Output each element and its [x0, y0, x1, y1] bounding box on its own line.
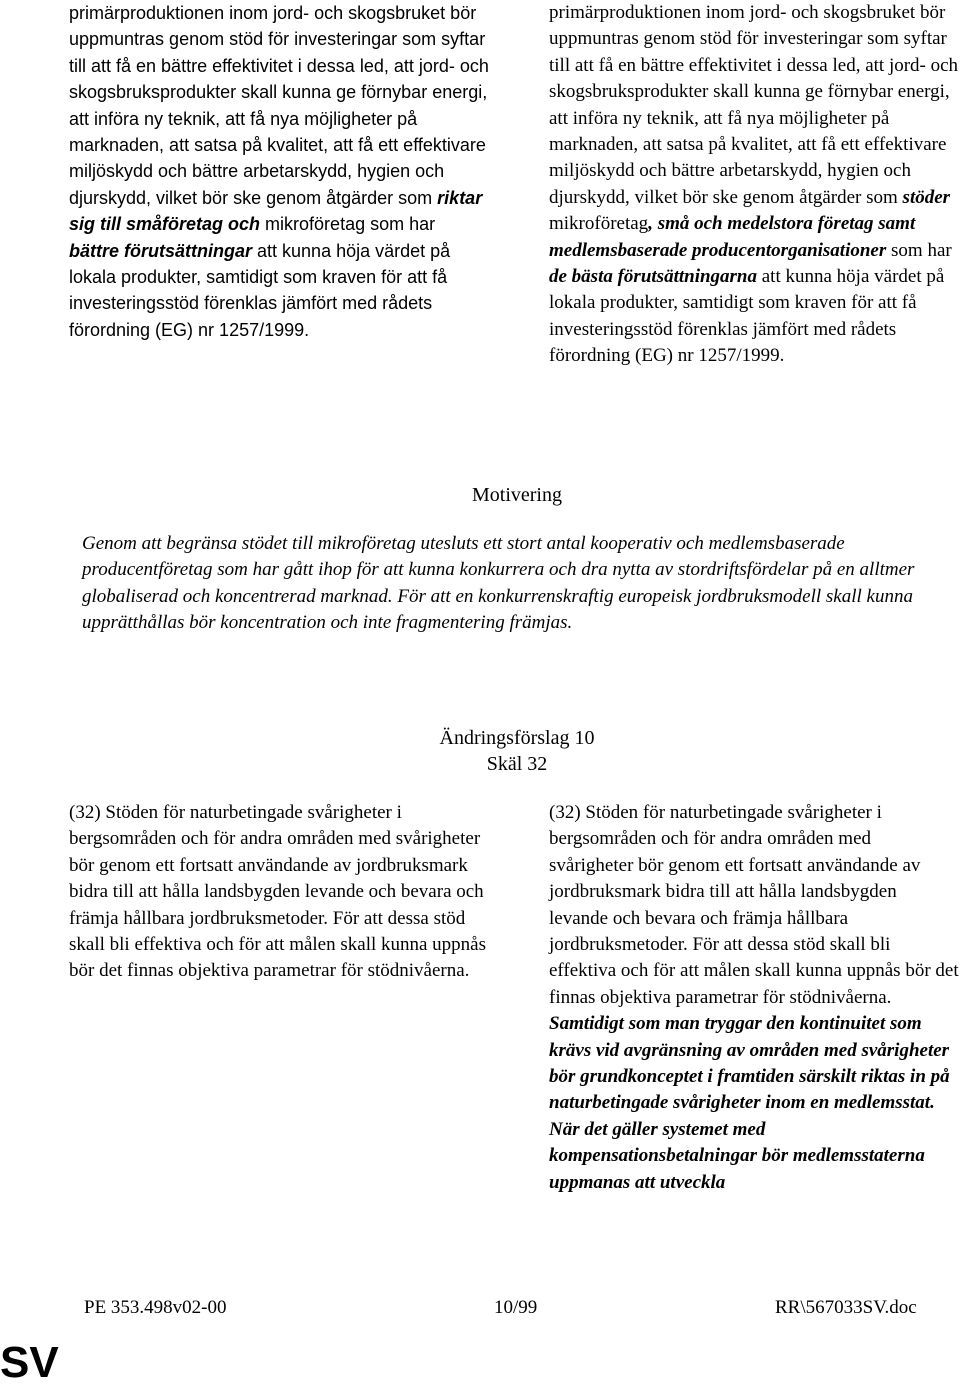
right-column-bottom — [549, 800, 960, 1196]
emphasis-run: de bästa förutsättningarna — [549, 266, 757, 288]
text-run: mikroföretag som har — [260, 214, 436, 235]
emphasis-run: stöder — [902, 186, 951, 208]
left-column-bottom — [69, 800, 489, 985]
right-column-top — [549, 0, 960, 370]
amendment-recital: Skäl 32 — [486, 753, 548, 775]
footer-report-ref: RR\567033SV.doc — [775, 1297, 917, 1318]
text-run: mikroföretag — [549, 213, 649, 235]
right-bottom-paragraph: (32) Stöden för naturbetingade svårigheter i bergsområden och för andra områden med svårigheter bör genom ett fortsatt användande av jordbruksmark bidra till att hålla landsbygden levande och bevara och främja hållbara jordbruksmetoder. För att dessa stöd skall bli effektiva och för att målen skall kunna uppnås bör det finnas objektiva parametrar för stödnivåerna. — [549, 802, 959, 1008]
footer-doc-ref: PE 353.498v02-00 — [84, 1297, 227, 1318]
text-run: primärproduktionen inom jord- och skogsbruket bör uppmuntras genom stöd för investeringar som syftar till att få en bättre effektivitet i dessa led, att jord- och skogsbruksprodukter skall kunna ge förnybar energi, att införa ny teknik, att få nya möjligheter på marknaden, att satsa på kvalitet, att få ett effektivare miljöskydd och bättre arbetarskydd, hygien och djurskydd, vilket bör ske genom åtgärder som — [69, 3, 489, 208]
left-column-top — [69, 0, 489, 343]
amendment-heading — [0, 725, 960, 777]
emphasis-run: riktar sig till småföretag och — [69, 187, 483, 235]
right-top-paragraph — [549, 0, 960, 370]
emphasis-run: bättre förutsättningar — [69, 240, 253, 261]
text-run: att kunna höja värdet på lokala produkter, samtidigt som kraven för att få investeringsstöd förenklas jämfört med rådets förordning (EG) nr 1257/1999. — [69, 240, 451, 340]
footer-page-number: 10/99 — [494, 1297, 538, 1318]
text-run: som har — [886, 239, 952, 261]
left-top-paragraph — [69, 0, 489, 343]
text-run: primärproduktionen inom jord- och skogsbruket bör uppmuntras genom stöd för investeringar som syftar till att få en bättre effektivitet i dessa led, att jord- och skogsbruksprodukter skall kunna ge förnybar energi, att införa ny teknik, att få nya möjligheter på marknaden, att satsa på kvalitet, att få ett effektivare miljöskydd och bättre arbetarskydd, hygien och djurskydd, vilket bör ske genom åtgärder som — [549, 2, 959, 208]
amendment-number: Ändringsförslag 10 — [439, 727, 595, 749]
emphasis-run: , små och medelstora företag samt medlemsbaserade producentorganisationer — [549, 213, 916, 261]
motivering-heading: Motivering — [472, 484, 562, 506]
motivering-text: Genom att begränsa stödet till mikroföretag utesluts ett stort antal kooperativ och medlemsbaserade producentföretag som har gått ihop för att kunna konkurrera och dra nytta av stordriftsfördelar på en alltmer globaliserad och koncentrerad marknad. För att en konkurrenskraftig europeisk jordbruksmodell skall kunna upprätthållas bör koncentration och inte fragmentering främjas. — [82, 533, 915, 634]
right-bottom-added-text: Samtidigt som man tryggar den kontinuitet som krävs vid avgränsning av områden med svårigheter bör grundkonceptet i framtiden särskilt riktas in på naturbetingade svårigheter inom en medlemsstat. När det gäller systemet med kompensationsbetalningar bör medlemsstaterna uppmanas att utveckla — [549, 1013, 950, 1193]
left-bottom-paragraph: (32) Stöden för naturbetingade svårigheter i bergsområden och för andra områden med svårigheter bör genom ett fortsatt användande av jordbruksmark bidra till att hålla landsbygden levande och bevara och främja hållbara jordbruksmetoder. För att dessa stöd skall bli effektiva och för att målen skall kunna uppnås bör det finnas objektiva parametrar för stödnivåerna. — [69, 802, 487, 982]
text-run: att kunna höja värdet på lokala produkter, samtidigt som kraven för att få investeringsstöd förenklas jämfört med rådets förordning (EG) nr 1257/1999. — [549, 266, 945, 367]
language-code: SV — [0, 1338, 59, 1387]
